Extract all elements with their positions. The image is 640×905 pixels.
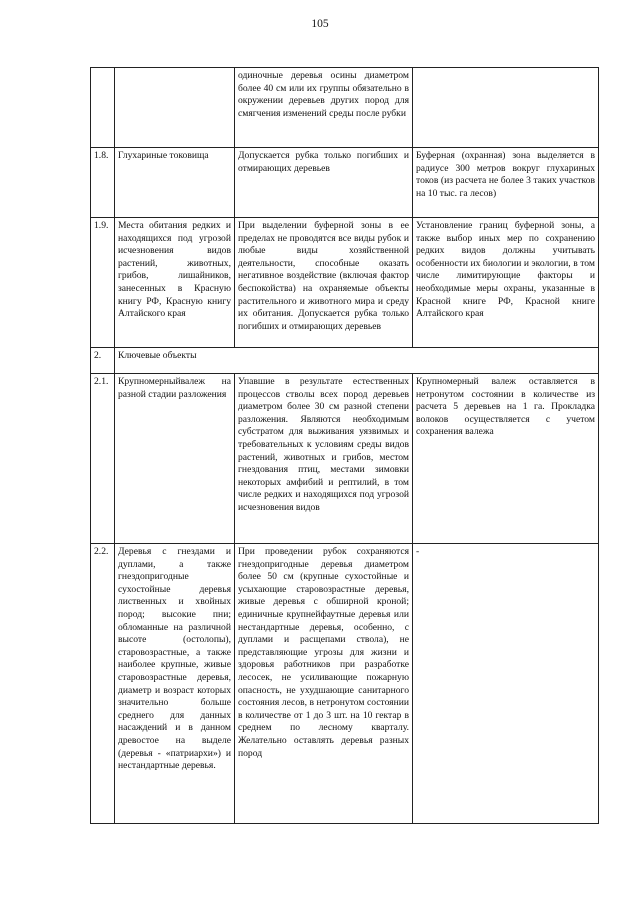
forest-requirements-table [90, 67, 599, 824]
protection-measure [413, 68, 599, 148]
logging-requirement: Допускается рубка только погибших и отмирающих деревьев [235, 148, 413, 218]
row-number: 2.2. [91, 544, 115, 824]
section-number: 2. [91, 348, 115, 374]
object-name: Крупномерныйвалеж на разной стадии разложения [115, 374, 235, 544]
protection-measure: - [413, 544, 599, 824]
table-row [91, 544, 599, 824]
section-title: Ключевые объекты [115, 348, 599, 374]
logging-requirement: При выделении буферной зоны в ее пределах не проводятся все виды рубок и любые виды хозяйственной деятельности, способные оказать негативное воздействие (включая фактор беспокойства) на охраняемые объекты растительного и животного мира и среду их обитания. Допускается рубка только погибших и отмирающих деревьев [235, 218, 413, 348]
object-name [115, 68, 235, 148]
object-name: Деревья с гнездами и дуплами, а также гнездопригодные сухостойные деревья лиственных и хвойных пород; высокие пни; обломанные на различной высоте (остолопы), старовозрастные, а также наиболее крупные, живые старовозрастные деревья, диаметр и возраст которых значительно больше среднего для данных насаждений и в данном древостое на выделе (деревья - «патриархи») и нестандартные деревья. [115, 544, 235, 824]
table-row [91, 218, 599, 348]
table-row [91, 68, 599, 148]
section-header-row [91, 348, 599, 374]
object-name: Места обитания редких и находящихся под угрозой исчезновения видов растений, животных, грибов, лишайников, занесенных в Красную книгу РФ, Красную книгу Алтайского края [115, 218, 235, 348]
row-number: 2.1. [91, 374, 115, 544]
row-number: 1.8. [91, 148, 115, 218]
logging-requirement: При проведении рубок сохраняются гнездопригодные деревья диаметром более 50 см (крупные сухостойные и усыхающие старовозрастные деревья, живые деревья с обширной кроной; единичные крупнейфаутные деревья или нестандартные деревья, особенно, с дуплами и расщепами ствола), не представляющие угрозы для жизни и здоровья работников при разработке лесосек, не усиливающие пожарную опасность, не ухудшающие санитарного состояния лесов, в нетронутом состоянии в количестве от 1 до 3 шт. на 10 гектар в среднем по лесному кварталу. Желательно оставлять деревья разных пород [235, 544, 413, 824]
logging-requirement: одиночные деревья осины диаметром более 40 см или их группы обязательно в окружении деревьев других пород для смягчения изменений среды после рубки [235, 68, 413, 148]
table-row [91, 374, 599, 544]
row-number [91, 68, 115, 148]
logging-requirement: Упавшие в результате естественных процессов стволы всех пород деревьев диаметром более 30 см разной степени разложения. Являются необходимым субстратом для выживания уязвимых и требовательных к условиям среды видов растений, животных и грибов, местом гнездования птиц, местами зимовки некоторых амфибий и рептилий, в том числе редких и находящихся под угрозой исчезновения видов [235, 374, 413, 544]
table-row [91, 148, 599, 218]
row-number: 1.9. [91, 218, 115, 348]
page-number: 105 [311, 18, 329, 30]
protection-measure: Буферная (охранная) зона выделяется в радиусе 300 метров вокруг глухариных токов (из расчета не более 3 таких участков на 10 тыс. га лесов) [413, 148, 599, 218]
protection-measure: Установление границ буферной зоны, а также выбор иных мер по сохранению редких видов должны учитывать особенности их биологии и экологии, в том числе лимитирующие факторы и необходимые меры охраны, указанные в Красной книге РФ, Красной книге Алтайского края [413, 218, 599, 348]
object-name: Глухариные токовища [115, 148, 235, 218]
protection-measure: Крупномерный валеж оставляется в нетронутом состоянии в количестве из расчета 5 деревьев на 1 га. Прокладка волоков осуществляется с учетом сохранения валежа [413, 374, 599, 544]
